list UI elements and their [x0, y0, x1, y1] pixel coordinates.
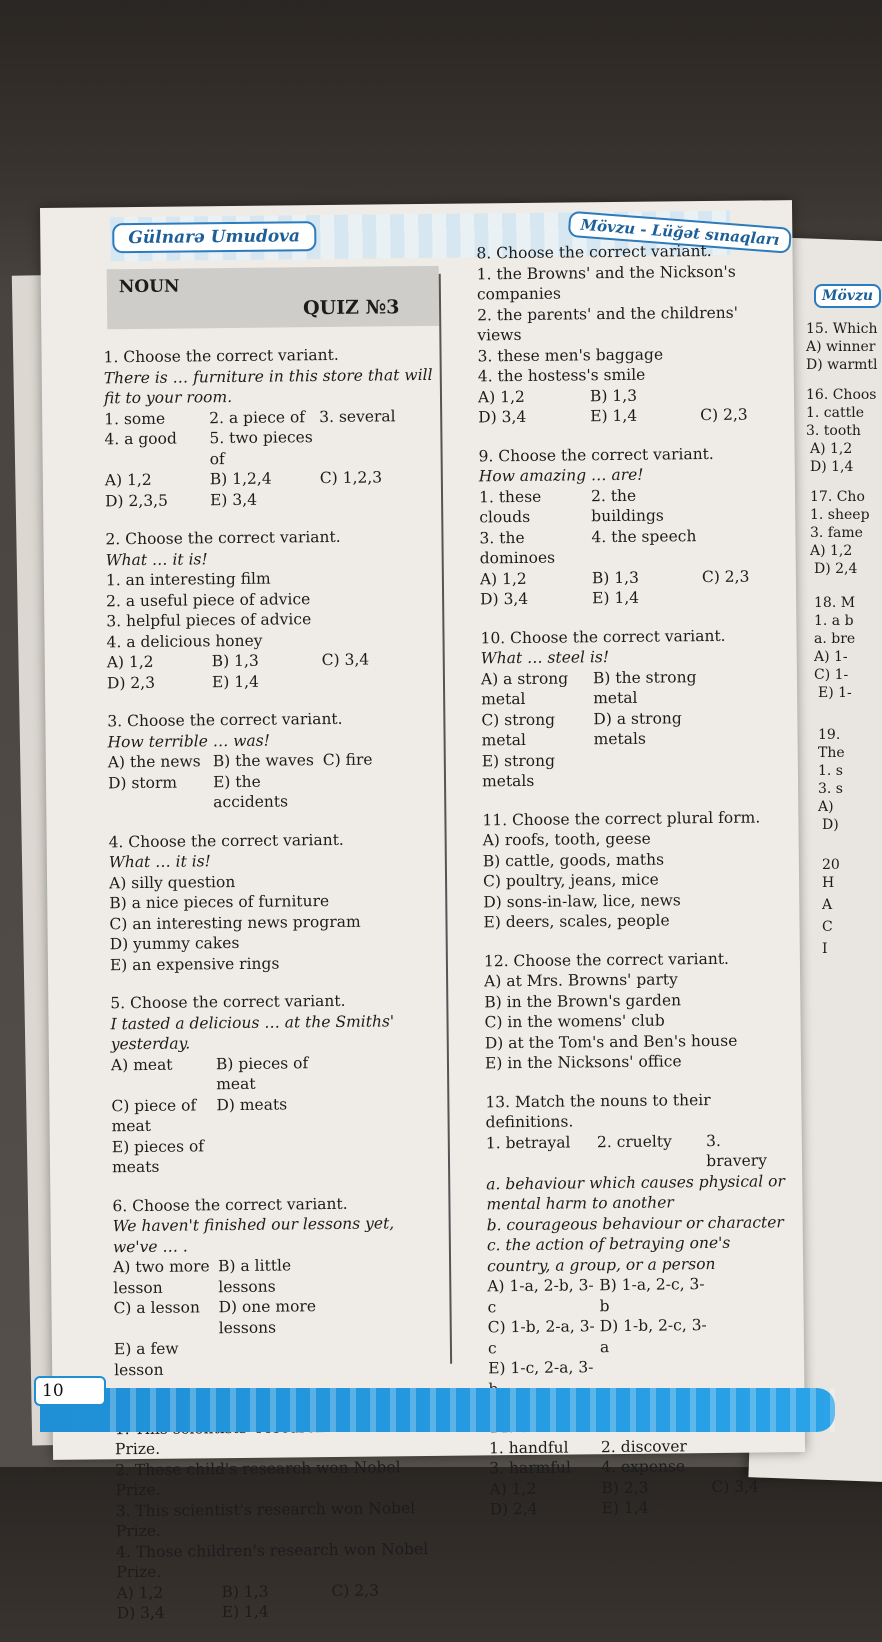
answer-row: [489, 1476, 789, 1500]
side-fragment: I: [822, 940, 828, 958]
answer-option: E) 1,4: [592, 587, 702, 609]
option-line: 3. these men's baggage: [477, 343, 777, 367]
question-block: [109, 828, 440, 975]
question-block: [482, 807, 783, 933]
answer-option: D) 2,3: [107, 672, 212, 694]
question-title: 12. Choose the correct variant.: [484, 948, 784, 972]
question-block: [103, 344, 435, 511]
option-line: D) sons-in-law, lice, news: [483, 889, 783, 913]
answer-option: E) 3,4: [210, 489, 320, 511]
answer-row: [108, 769, 438, 813]
topic-badge: Mövzu - Lüğət sınaqları: [568, 211, 793, 254]
side-fragment: A) 1,2: [810, 542, 852, 560]
option-line: Prize.: [115, 1415, 445, 1459]
answer-option: C) 3,4: [322, 649, 422, 671]
answer-option: 5. two pieces of: [209, 427, 319, 469]
answer-option: A) the news: [108, 751, 213, 773]
side-fragment: 3. s: [818, 780, 843, 798]
answer-option: [326, 1093, 426, 1135]
side-fragment: 1. cattle: [806, 404, 864, 422]
answer-option: B) 1,3: [590, 385, 700, 407]
answer-option: B) a little lessons: [218, 1255, 328, 1297]
answer-option: [323, 770, 423, 812]
answer-option: B) 1,3: [212, 650, 322, 672]
answer-option: 2. the buildings: [591, 485, 701, 527]
answer-option: [328, 1295, 428, 1337]
answer-option: 1. some: [104, 408, 209, 430]
answer-option: C) a lesson: [113, 1297, 218, 1339]
option-line: 4. the hostess's smile: [478, 363, 778, 387]
answer-row: [112, 1133, 442, 1177]
answer-row: [481, 707, 781, 751]
answer-option: 4. a good: [104, 428, 209, 470]
answer-option: 3. the dominoes: [479, 527, 591, 569]
option-line: 4. Those children's research won Nobel Prize.: [116, 1538, 446, 1582]
answer-option: C) strong metal: [481, 709, 593, 751]
side-fragment: 19.: [818, 726, 840, 744]
question-title: 8. Choose the correct variant.: [476, 240, 776, 264]
side-fragment: 3. fame: [810, 524, 863, 542]
answer-row: [482, 748, 782, 792]
right-column: [476, 240, 790, 1538]
answer-option: E) strong metals: [482, 750, 594, 792]
answer-option: D) 1-b, 2-c, 3-a: [600, 1315, 710, 1357]
option-line: D) yummy cakes: [110, 931, 440, 955]
question-block: [484, 948, 785, 1074]
answer-option: [332, 1600, 432, 1622]
definition-line: c. the action of betraying one's country, a group, or a person: [487, 1232, 787, 1276]
answer-option: [322, 670, 422, 692]
side-fragment: 18. M: [814, 594, 855, 612]
question-title: 3. Choose the correct variant.: [107, 708, 437, 732]
option-line: B) in the Brown's garden: [484, 989, 784, 1013]
quiz-title: QUIZ №3: [303, 296, 400, 319]
question-title: 5. Choose the correct variant.: [110, 990, 440, 1014]
side-fragment: 16. Choos: [806, 386, 877, 404]
answer-option: 2. discover: [601, 1436, 711, 1458]
side-fragment: A) 1-: [814, 648, 848, 666]
side-fragment: 15. Which: [806, 320, 877, 338]
answer-option: A) meat: [111, 1054, 216, 1096]
answer-option: B) the waves: [213, 750, 323, 772]
answer-option: A) 1,2: [105, 469, 210, 491]
page-number: 10: [34, 1376, 106, 1406]
question-prompt: I tasted a delicious … at the Smiths' yesterday.: [110, 1010, 440, 1054]
answer-option: A) 1,2: [489, 1478, 601, 1500]
option-line: 1. the Browns' and the Nickson's companies: [477, 261, 777, 305]
answer-row: [114, 1336, 444, 1380]
side-fragment: D) 2,4: [814, 560, 857, 578]
question-block: [479, 443, 781, 610]
option-line: D) at the Tom's and Ben's house: [485, 1030, 785, 1054]
book-page: [40, 200, 805, 1460]
answer-option: 2. a piece of: [209, 407, 319, 429]
option-line: 2. a useful piece of advice: [106, 587, 436, 611]
answer-row: [104, 426, 434, 470]
side-fragment: 1. a b: [814, 612, 854, 630]
answer-row: [113, 1254, 443, 1298]
answer-option: C) 1-b, 2-a, 3-c: [488, 1316, 600, 1358]
question-block: [485, 1089, 788, 1400]
answer-row: [111, 1092, 441, 1136]
question-block: [112, 1192, 444, 1380]
question-prompt: We haven't finished our lessons yet, we've … .: [113, 1213, 443, 1257]
side-fragment: D) warmtl: [806, 356, 878, 374]
answer-option: D) 3,4: [480, 588, 592, 610]
answer-option: [320, 488, 420, 510]
question-block: [107, 708, 438, 814]
option-line: C) an interesting news program: [109, 910, 439, 934]
question-title: 10. Choose the correct variant.: [480, 625, 780, 649]
answer-option: E) 1-c, 2-a, 3-b: [488, 1357, 600, 1399]
side-fragment: 20: [822, 856, 840, 874]
answer-option: E) 1,4: [222, 1601, 332, 1623]
answer-option: C) 2,3: [702, 566, 750, 587]
answer-option: A) a strong metal: [481, 668, 593, 710]
option-line: 1. an interesting film: [106, 567, 436, 591]
side-fragment: a. bre: [814, 630, 855, 648]
answer-option: D) 2,3,5: [105, 490, 210, 512]
answer-option: A) 1,2: [116, 1582, 221, 1604]
answer-option: E) 1,4: [590, 405, 700, 427]
side-fragment: H: [822, 874, 834, 892]
answer-row: [113, 1295, 443, 1339]
answer-row: [117, 1600, 447, 1624]
answer-option: B) 1,3: [592, 567, 702, 589]
side-fragment: The: [818, 744, 845, 762]
answer-row: [480, 566, 780, 590]
question-prompt: What … it is!: [106, 546, 436, 570]
answer-option: A) two more lesson: [113, 1256, 218, 1298]
answer-option: 1. handful: [489, 1437, 601, 1459]
answer-row: [107, 669, 437, 693]
side-fragment: D): [822, 816, 839, 834]
question-title: 11. Choose the correct plural form.: [482, 807, 782, 831]
answer-option: 3. several: [319, 406, 419, 428]
option-line: E) deers, scales, people: [483, 909, 783, 933]
answer-option: B) 1-a, 2-c, 3-b: [599, 1274, 709, 1316]
side-fragment: E) 1-: [818, 684, 852, 702]
option-line: A) at Mrs. Browns' party: [484, 968, 784, 992]
side-fragment: 3. tooth: [806, 422, 861, 440]
footer-banner: [40, 1388, 835, 1432]
question-prompt: What … steel is!: [481, 645, 781, 669]
answer-option: B) 1,3: [221, 1581, 331, 1603]
question-prompt: There is … furniture in this store that will fit to your room.: [104, 364, 434, 408]
answer-option: 4. expense: [601, 1456, 711, 1478]
option-line: C) in the womens' club: [484, 1009, 784, 1033]
side-fragment: 1. s: [818, 762, 843, 780]
answer-option: C) 2,3: [331, 1579, 431, 1601]
question-prompt: How terrible … was!: [107, 728, 437, 752]
side-fragment: C) 1-: [814, 666, 848, 684]
side-fragment: 1. sheep: [810, 506, 870, 524]
answer-option: [328, 1254, 428, 1296]
option-line: E) in the Nicksons' office: [485, 1050, 785, 1074]
answer-option: [594, 749, 704, 791]
definition-line: a. behaviour which causes physical or mental harm to another: [486, 1171, 786, 1215]
answer-option: B) 1,2,4: [210, 468, 320, 490]
answer-row: [486, 1130, 786, 1174]
side-fragment: A): [818, 798, 834, 816]
question-title: 1. Choose the correct variant.: [103, 344, 433, 368]
question-block: [476, 240, 778, 428]
option-line: 3. helpful pieces of advice: [106, 608, 436, 632]
answer-option: 3. harmful: [489, 1457, 601, 1479]
answer-option: D) meats: [216, 1094, 326, 1136]
answer-option: D) 3,4: [478, 406, 590, 428]
answer-row: [479, 484, 779, 528]
answer-option: 2. cruelty: [597, 1131, 707, 1173]
answer-row: [480, 586, 780, 610]
answer-option: 4. the speech: [591, 526, 701, 568]
side-fragment: A) 1,2: [810, 440, 852, 458]
option-line: E) an expensive rings: [110, 951, 440, 975]
answer-option: E) 1,4: [212, 671, 322, 693]
answer-option: B) pieces of meat: [216, 1053, 326, 1095]
question-title: 2. Choose the correct variant.: [105, 526, 435, 550]
side-fragment: D) 1,4: [810, 458, 853, 476]
question-title: 4. Choose the correct variant.: [109, 828, 439, 852]
answer-option: 1. betrayal: [486, 1132, 598, 1174]
answer-row: [490, 1496, 790, 1520]
answer-option: A) 1,2: [478, 386, 590, 408]
answer-option: 1. these clouds: [479, 486, 591, 528]
answer-option: [319, 426, 419, 468]
answer-option: E) 1,4: [602, 1497, 712, 1519]
side-fragment: 17. Cho: [810, 488, 865, 506]
question-title: 6. Choose the correct variant.: [112, 1192, 442, 1216]
author-badge: Gülnarə Umudova: [112, 221, 316, 253]
answer-option: E) the accidents: [213, 771, 323, 813]
answer-row: [488, 1314, 788, 1358]
side-topic-badge: Mövzu: [814, 284, 881, 308]
option-line: 2. the parents' and the childrens' views: [477, 302, 777, 346]
answer-option: C) fire: [323, 749, 423, 771]
section-header-box: [107, 266, 440, 329]
side-fragment: A) winner: [806, 338, 876, 356]
side-fragment: C: [822, 918, 833, 936]
question-prompt: What … it is!: [109, 849, 439, 873]
option-line: 2. These child's research won Nobel Prize.: [115, 1456, 445, 1500]
question-block: [110, 990, 442, 1178]
answer-option: D) 3,4: [117, 1602, 222, 1624]
answer-option: D) a strong metals: [593, 708, 703, 750]
answer-option: B) the strong metal: [593, 667, 703, 709]
left-column: [103, 344, 447, 1642]
answer-row: [478, 404, 778, 428]
answer-option: B) 2,3: [601, 1477, 711, 1499]
answer-option: [219, 1337, 329, 1379]
answer-option: E) a few lesson: [114, 1338, 219, 1380]
answer-option: [327, 1134, 427, 1176]
question-block: [480, 625, 782, 792]
answer-option: E) pieces of meats: [112, 1136, 217, 1178]
answer-option: 3. bravery: [706, 1130, 786, 1172]
answer-option: C) 2,3: [700, 405, 748, 426]
answer-row: [487, 1273, 787, 1317]
answer-row: [479, 525, 779, 569]
answer-row: [481, 666, 781, 710]
section-label: NOUN: [119, 277, 180, 298]
answer-option: C) 1,2,3: [320, 467, 420, 489]
answer-option: [326, 1052, 426, 1094]
option-line: A) roofs, tooth, geese: [483, 827, 783, 851]
answer-option: D) one more lessons: [218, 1296, 328, 1338]
answer-option: [329, 1336, 429, 1378]
question-title: 9. Choose the correct variant.: [479, 443, 779, 467]
definition-line: b. courageous behaviour or character: [487, 1212, 787, 1236]
side-fragment: A: [822, 896, 832, 914]
answer-option: [217, 1135, 327, 1177]
question-title: 13. Match the nouns to their definitions.: [485, 1089, 785, 1133]
answer-row: [105, 487, 435, 511]
answer-option: A) 1,2: [480, 568, 592, 590]
option-line: 4. a delicious honey: [106, 628, 436, 652]
answer-option: D) storm: [108, 772, 213, 814]
option-line: B) a nice pieces of furniture: [109, 890, 439, 914]
question-block: [105, 526, 437, 693]
answer-option: A) 1,2: [107, 651, 212, 673]
answer-option: D) 2,4: [490, 1498, 602, 1520]
option-line: 3. This scientist's research won Nobel Prize.: [116, 1497, 446, 1541]
option-line: B) cattle, goods, maths: [483, 848, 783, 872]
question-prompt: How amazing … are!: [479, 463, 779, 487]
option-line: C) poultry, jeans, mice: [483, 868, 783, 892]
answer-option: A) 1-a, 2-b, 3-c: [487, 1275, 599, 1317]
answer-option: C) 3,4: [711, 1476, 759, 1497]
answer-option: C) piece of meat: [111, 1095, 216, 1137]
answer-row: [111, 1051, 441, 1095]
option-line: A) silly question: [109, 869, 439, 893]
